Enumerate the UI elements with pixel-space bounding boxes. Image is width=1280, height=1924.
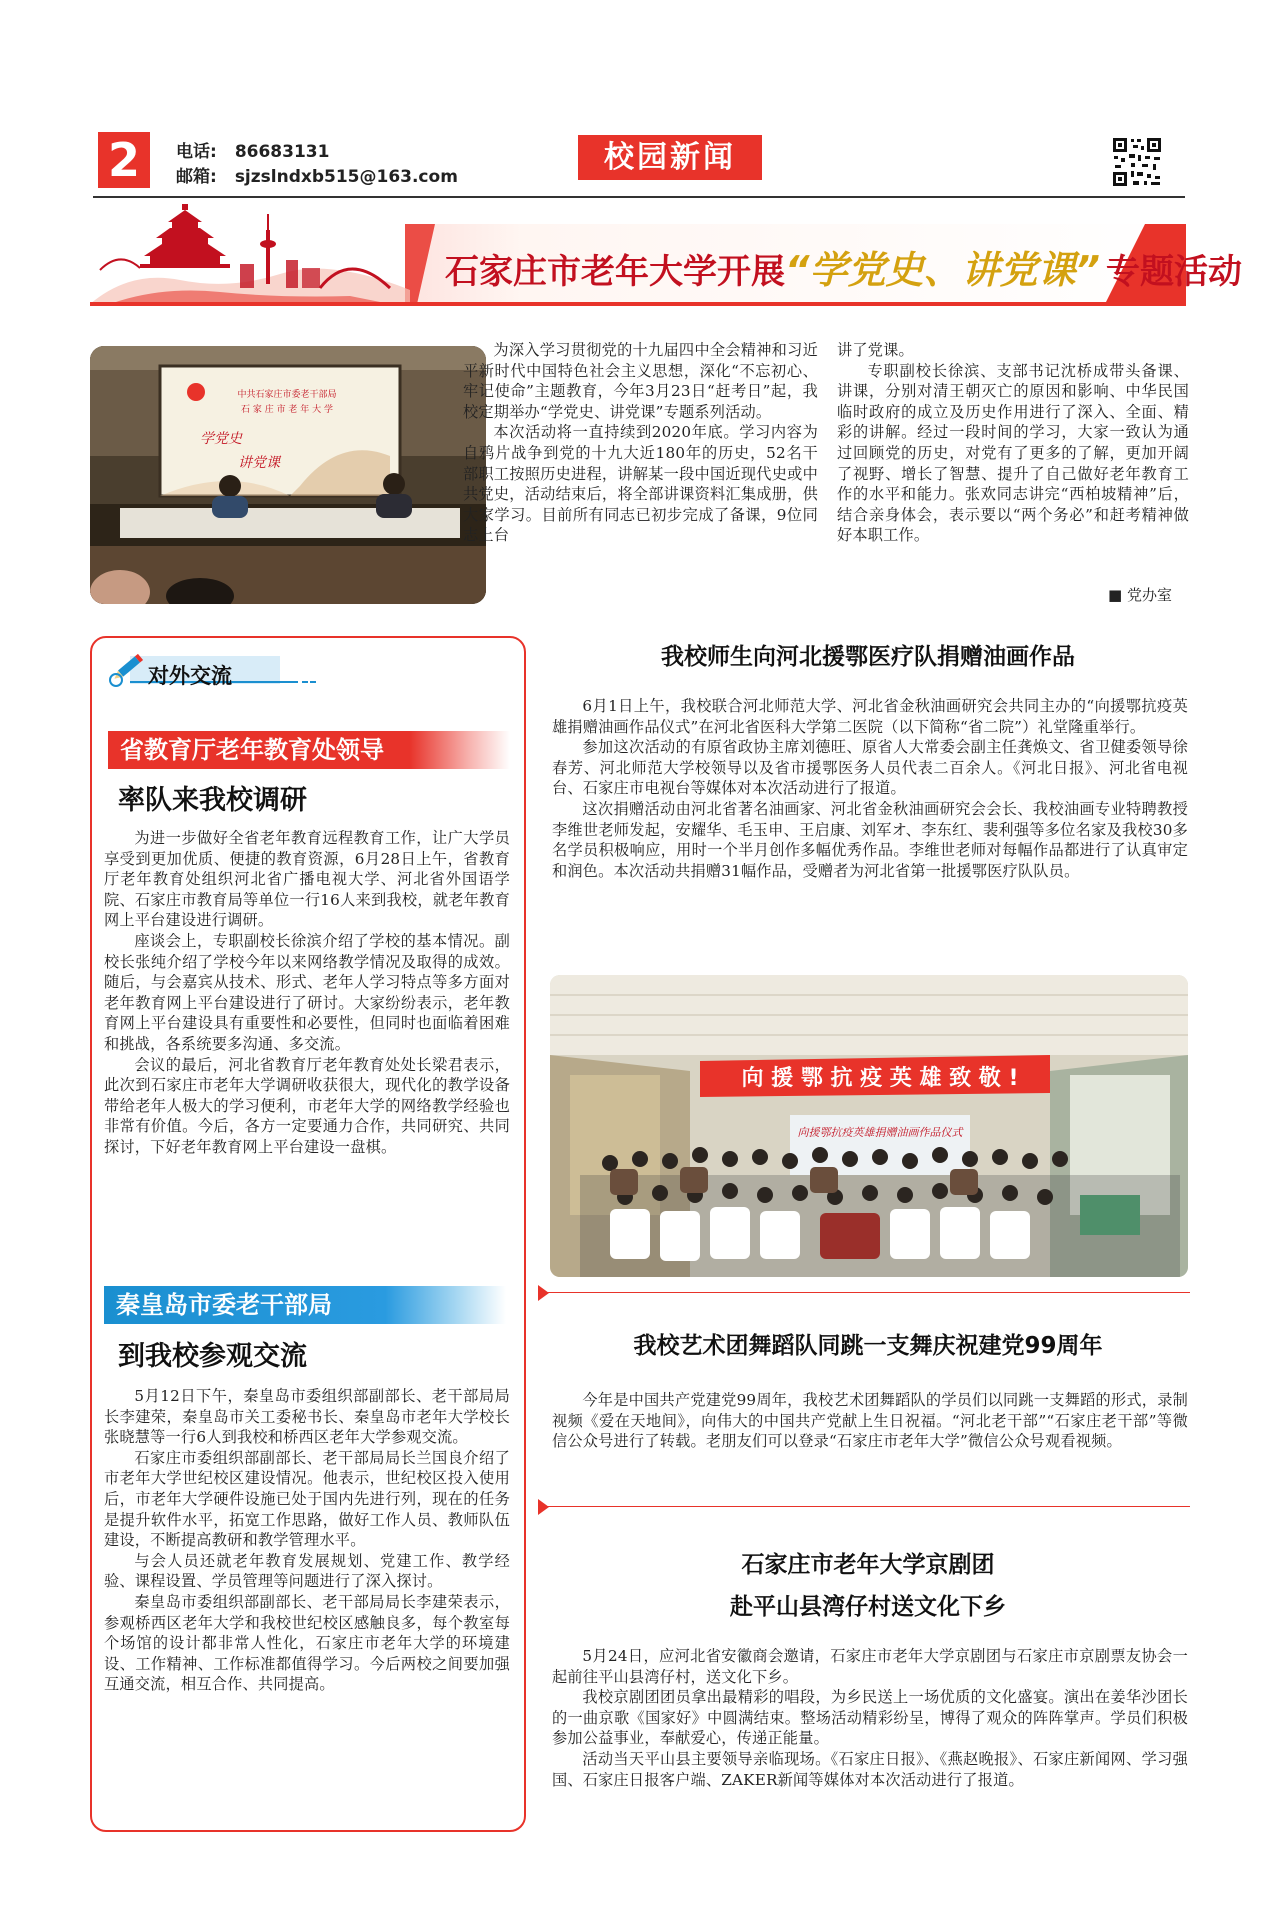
banner-underline — [90, 302, 1186, 306]
photo-screen-text — [202, 388, 372, 418]
article1-para-3: 讲了党课。 — [837, 341, 914, 359]
screen-line-3: 学党史 — [200, 431, 242, 447]
banner-title-suffix: 专题活动 — [1105, 252, 1242, 292]
screen-line-2: 石 家 庄 市 老 年 大 学 — [240, 405, 334, 415]
article1-para-2: 本次活动将一直持续到2020年底。学习内容为自鸦片战争到党的十九大近180年的历史，52名干部职工按照历史进程，讲解某一段中国近现代史或中共党史，活动结束后，将全部讲课资料汇集成册，供大家学习。目前所有同志已初步完成了备课，9位同志上台 — [463, 423, 818, 545]
right-story3-title-line2: 赴平山县湾仔村送文化下乡 — [730, 1594, 1006, 1620]
right-story1-para-3: 这次捐赠活动由河北省著名油画家、河北省金秋油画研究会会长、我校油画专业特聘教授李维世老师发起，安耀华、毛玉申、王启康、刘军オ、李东红、裴利强等多位名家及我校30多名学员积极响应，用时一个半月创作多幅优秀作品。李维世老师对每幅作品都进行了认真审定和润色。本次活动共捐赠31幅作品，受赠者为河北省第一批援鄂医疗队队员。 — [552, 799, 1188, 880]
right-story2-title: 我校艺术团舞蹈队同跳一支舞庆祝建党99周年 — [633, 1333, 1103, 1359]
article1-para-4: 专职副校长徐滨、支部书记沈桥成带头备课、讲课，分别对清王朝灭亡的原因和影响、中华民国临时政府的成立及历史作用进行了深入、全面、精彩的讲解。经过一段时间的学习，大家一致认为通过回顾党的历史，对党有了更多的了解，更加开阔了视野、增长了智慧、提升了自己做好老年教育工作的水平和能力。张欢同志讲完“西柏坡精神”后，结合亲身体会，表示要以“两个务必”和赶考精神做好本职工作。 — [837, 361, 1189, 545]
right-story3-para-1: 5月24日，应河北省安徽商会邀请，石家庄市老年大学京剧团与石家庄市京剧票友协会一起前往平山县湾仔村，送文化下乡。 — [552, 1647, 1188, 1686]
section-divider — [538, 1292, 1190, 1293]
right-story1-para-1: 6月1日上午，我校联合河北师范大学、河北省金秋油画研究会共同主办的“向援鄂抗疫英雄捐赠油画作品仪式”在河北省医科大学第二医院（以下简称“省二院”）礼堂隆重举行。 — [552, 697, 1188, 736]
right-story1-para-2: 参加这次活动的有原省政协主席刘德旺、原省人大常委会副主任龚焕文、省卫健委领导徐春芳、河北师范大学校领导以及省市援鄂医务人员代表二百余人。《河北日报》、河北省电视台、石家庄市电视台等媒体对本次活动进行了报道。 — [552, 738, 1188, 798]
story1-subhead: 率队来我校调研 — [118, 785, 307, 816]
story2-para-2: 石家庄市委组织部副部长、老干部局局长兰国良介绍了市老年大学世纪校区建设情况。他表示，世纪校区投入使用后，市老年大学硬件设施已处于国内先进行列，现在的任务是提升软件水平，拓宽工作思路，做好工作人员、教师队伍建设，不断提高教研和教学管理水平。 — [104, 1448, 510, 1550]
story2-para-4: 秦皇岛市委组织部副部长、老干部局局长李建荣表示，参观桥西区老年大学和我校世纪校区感触良多，每个教室每个场馆的设计都非常人性化，石家庄市老年大学的环境建设、工作精神、工作标准都值得学习。今后两校之间要加强互通交流，相互合作、共同提高。 — [104, 1592, 510, 1694]
story1-para-1: 为进一步做好全省老年教育远程教育工作，让广大学员享受到更加优质、便捷的教育资源，6月28日上午，省教育厅老年教育处组织河北省广播电视大学、河北省外国语学院、石家庄市教育局等单位一行16人来到我校，就老年教育网上平台建设进行调研。 — [104, 829, 510, 930]
temple-illustration — [90, 200, 410, 304]
photo-banner-text: 向 援 鄂 抗 疫 英 雄 致 敬 ! — [741, 1066, 1019, 1091]
donation-group-photo — [550, 975, 1188, 1277]
header-rule — [93, 196, 1185, 198]
right-story2-para-1: 今年是中国共产党建党99周年，我校艺术团舞蹈队的学员们以同跳一支舞蹈的形式，录制视频《爱在天地间》，向伟大的中国共产党献上生日祝福。“河北老干部”“石家庄老干部”等微信公众号进行了转载。老朋友们可以登录“石家庄市老年大学”微信公众号观看视频。 — [552, 1391, 1188, 1451]
article1-para-1: 为深入学习贯彻党的十九届四中全会精神和习近平新时代中国特色社会主义思想，深化“不忘初心、牢记使命”主题教育，今年3月23日“赶考日”起，我校定期举办“学党史、讲党课”专题系列活动。 — [463, 341, 818, 421]
phone-label: 电话: — [176, 142, 217, 162]
story1-body — [104, 828, 510, 1158]
right-story3-para-3: 活动当天平山县主要领导亲临现场。《石家庄日报》、《燕赵晚报》、石家庄新闻网、学习强国、石家庄日报客户端、ZAKER新闻等媒体对本次活动进行了报道。 — [552, 1749, 1188, 1789]
email-label: 邮箱: — [176, 167, 217, 187]
story1-strip: 省教育厅老年教育处领导 — [108, 731, 510, 769]
story1-para-3: 会议的最后，河北省教育厅老年教育处处长梁君表示，此次到石家庄市老年大学调研收获很大，现代化的教学设备带给老年人极大的学习便利，市老年大学的网络教学经验也非常有价值。今后，各方一定要通力合作，共同研究、共同探讨，下好老年教育网上平台建设一盘棋。 — [104, 1055, 510, 1156]
exchange-label: 对外交流 — [148, 664, 232, 688]
right-story1-body — [552, 696, 1188, 881]
right-story3-para-2: 我校京剧团团员拿出最精彩的唱段，为乡民送上一场优质的文化盛宴。演出在姜华沙团长的一曲京歌《国家好》中圆满结束。整场活动精彩纷呈，博得了观众的阵阵掌声。学员们积极参加公益事业，奉献爱心，传递正能量。 — [552, 1688, 1188, 1748]
right-story2-body — [552, 1390, 1188, 1452]
banner-title-quote: “学党史、讲党课” — [785, 248, 1100, 292]
email-address: sjzslndxb515@163.com — [234, 167, 458, 187]
divider-arrow-icon — [538, 1285, 549, 1301]
section-title: 校园新闻 — [578, 135, 762, 180]
phone-number: 86683131 — [234, 142, 330, 162]
banner-title — [445, 239, 1242, 294]
page-number: 2 — [98, 132, 150, 188]
contact-info — [176, 140, 458, 190]
lecture-photo — [90, 346, 486, 604]
right-story1-title: 我校师生向河北援鄂医疗队捐赠油画作品 — [661, 644, 1075, 670]
section-divider — [538, 1506, 1190, 1507]
banner-title-prefix: 石家庄市老年大学开展 — [445, 252, 785, 292]
story2-para-1: 5月12日下午，秦皇岛市委组织部副部长、老干部局局长李建荣，秦皇岛市关工委秘书长、秦皇岛市老年大学校长张晓慧等一行6人到我校和桥西区老年大学参观交流。 — [104, 1387, 510, 1447]
divider-arrow-icon — [538, 1499, 549, 1515]
article1-column-2 — [837, 340, 1189, 546]
feature-banner — [90, 224, 1242, 304]
story1-para-2: 座谈会上，专职副校长徐滨介绍了学校的基本情况。副校长张纯介绍了学校今年以来网络教学情况及取得的成效。随后，与会嘉宾从技术、形式、老年人学习特点等多方面对老年教育网上平台建设进行了研讨。大家纷纷表示，老年教育网上平台建设具有重要性和必要性，但同时也面临着困难和挑战，各系统要多沟通、多交流。 — [104, 931, 510, 1053]
screen-line-1: 中共石家庄市委老干部局 — [237, 390, 337, 400]
story2-body — [104, 1386, 510, 1695]
story2-subhead: 到我校参观交流 — [118, 1341, 307, 1372]
story2-strip: 秦皇岛市委老干部局 — [104, 1286, 506, 1324]
article1-column-1 — [463, 340, 818, 546]
article1-author: ■ 党办室 — [1108, 586, 1172, 604]
right-story3-title-line1: 石家庄市老年大学京剧团 — [741, 1552, 995, 1578]
qr-code-icon — [1111, 136, 1163, 188]
screen-line-4: 讲党课 — [238, 455, 280, 471]
right-story3-body — [552, 1646, 1188, 1790]
story2-para-3: 与会人员还就老年教育发展规划、党建工作、教学经验、课程设置、学员管理等问题进行了深入探讨。 — [104, 1551, 510, 1591]
photo-sign-text: 向援鄂抗疫英雄捐赠油画作品仪式 — [797, 1126, 963, 1139]
